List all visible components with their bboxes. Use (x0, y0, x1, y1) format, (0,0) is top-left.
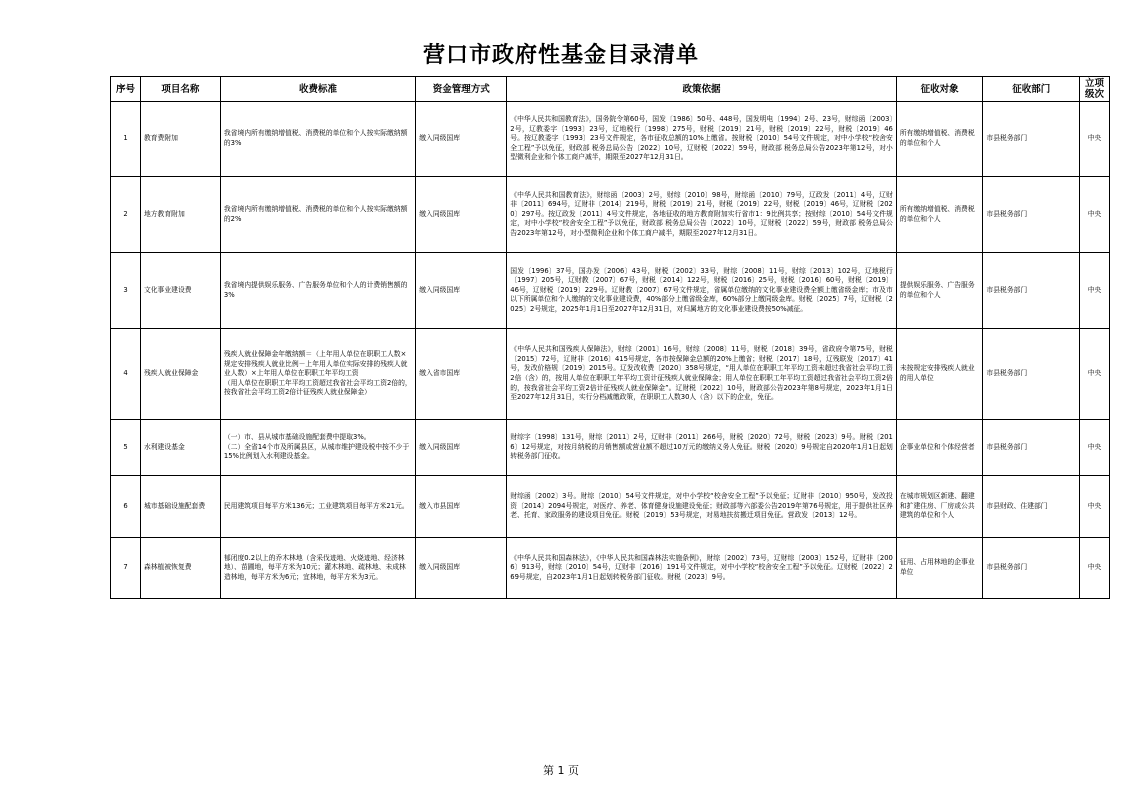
row-standard-cell: 我省境内所有缴纳增值税、消费税的单位和个人按实际缴纳额的3% (220, 102, 415, 177)
table-row (111, 420, 1110, 476)
row-level-cell: 中央 (1080, 253, 1110, 329)
row-seq-cell: 5 (111, 420, 141, 476)
header-seq: 序号 (111, 77, 141, 102)
row-level-cell: 中央 (1080, 177, 1110, 253)
fund-catalog-table (110, 76, 1110, 599)
row-target-cell: 未按规定安排残疾人就业的用人单位 (896, 329, 983, 420)
row-dept-cell: 市县税务部门 (983, 177, 1080, 253)
row-basis-cell: 国发〔1996〕37号，国办发〔2006〕43号，财税〔2002〕33号，财综〔2008〕11号，财综〔2013〕102号，辽地税行〔1997〕205号，辽财教〔2007〕67号，财税〔2014〕122号，财税〔2016〕25号，财税〔2016〕60号，财税〔2019〕46号，辽财税〔2019〕229号。辽财教〔2007〕67号文件规定，省属单位缴纳的文化事业建设费全额上缴省级金库；市及市以下所属单位和个人缴纳的文化事业建设费，40%部分上缴省级金库，60%部分上缴同级金库。财税〔2025〕7号，辽财税〔2025〕2号规定，2025年1月1日至2027年12月31日，对归属地方的文化事业建设费按50%减征。 (507, 253, 897, 329)
row-target-cell: 企事业单位和个体经营者 (896, 420, 983, 476)
row-management-cell: 缴入同级国库 (416, 420, 507, 476)
row-name-cell: 教育费附加 (140, 102, 220, 177)
row-level-cell: 中央 (1080, 420, 1110, 476)
row-management-cell: 缴入市县国库 (416, 476, 507, 538)
row-management-cell: 缴入同级国库 (416, 177, 507, 253)
page-number: 第 1 页 (543, 764, 579, 777)
row-dept-cell: 市县财政、住建部门 (983, 476, 1080, 538)
row-seq-cell: 6 (111, 476, 141, 538)
row-basis-cell: 《中华人民共和国教育法》，财综函〔2003〕2号，财综〔2010〕98号，财综函〔2010〕79号，辽政发〔2011〕4号，辽财非〔2011〕694号，辽财非〔2014〕219号，财税〔2019〕21号，财税〔2019〕22号，财税〔2019〕46号，辽财税〔2020〕297号。按辽政发〔2011〕4号文件规定，各地征收的地方教育附加实行省市1：9比例共享；按财综〔2010〕54号文件规定，对中小学校“校舍安全工程”予以免征，财政部 税务总局公告〔2022〕10号，辽财税〔2022〕59号，财政部 税务总局公告2023年第12号，对小型微利企业和个体工商户减半，期限至2027年12月31日。 (507, 177, 897, 253)
header-dept: 征收部门 (983, 77, 1080, 102)
row-level-cell: 中央 (1080, 102, 1110, 177)
row-dept-cell: 市县税务部门 (983, 253, 1080, 329)
row-standard-cell: 民用建筑项目每平方米136元；工业建筑项目每平方米21元。 (220, 476, 415, 538)
row-target-cell: 所有缴纳增值税、消费税的单位和个人 (896, 102, 983, 177)
row-name-cell: 城市基础设施配套费 (140, 476, 220, 538)
row-name-cell: 水利建设基金 (140, 420, 220, 476)
row-target-cell: 征用、占用林地的企事业单位 (896, 538, 983, 599)
row-dept-cell: 市县税务部门 (983, 538, 1080, 599)
table-header-row (111, 77, 1110, 102)
row-standard-cell: 郁闭度0.2以上的乔木林地（含采伐迹地、火烧迹地、经济林地）、苗圃地，每平方米为10元；灌木林地、疏林地、未成林造林地，每平方米为6元；宜林地，每平方米为3元。 (220, 538, 415, 599)
table-row (111, 253, 1110, 329)
row-standard-cell: 我省境内提供娱乐服务、广告服务单位和个人的计费销售额的3% (220, 253, 415, 329)
row-standard-cell: （一）市、县从城市基础设施配套费中提取3%。 （二）全省14个市及所属县区，从城市维护建设税中按不少于15%比例划入水利建设基金。 (220, 420, 415, 476)
header-standard: 收费标准 (220, 77, 415, 102)
row-level-cell: 中央 (1080, 329, 1110, 420)
row-seq-cell: 1 (111, 102, 141, 177)
row-level-cell: 中央 (1080, 538, 1110, 599)
row-management-cell: 缴入同级国库 (416, 253, 507, 329)
table-row (111, 476, 1110, 538)
row-management-cell: 缴入同级国库 (416, 538, 507, 599)
row-basis-cell: 财综函〔2002〕3号。财综〔2010〕54号文件规定，对中小学校“校舍安全工程”予以免征；辽财非〔2010〕950号，发改投资〔2014〕2094号规定，对医疗、养老、体育健身设施建设免征；财政部等六部委公告2019年第76号规定，用于提供社区养老、托育、家政服务的建设项目免征。财税〔2019〕53号规定，对易地扶贫搬迁项目免征。营政发〔2013〕12号。 (507, 476, 897, 538)
row-basis-cell: 《中华人民共和国残疾人保障法》，财综〔2001〕16号，财综〔2008〕11号，财税〔2018〕39号，省政府令第75号，财税〔2015〕72号，辽财非〔2016〕415号规定，各市按保障金总额的20%上缴省；财税〔2017〕18号，辽残联发〔2017〕41号，发改价格规〔2019〕2015号。辽发改收费〔2020〕358号规定，“用人单位在职职工年平均工资未超过我省社会平均工资2倍（含）的，按用人单位在职职工年平均工资计征残疾人就业保障金；用人单位在职职工年平均工资超过我省社会平均工资2倍的，按我省社会平均工资2倍计征残疾人就业保障金”。辽财税〔2022〕10号，财政部公告2023年第8号规定，2023年1月1日至2027年12月31日，实行分档减缴政策，在职职工人数30人（含）以下的企业，免征。 (507, 329, 897, 420)
row-target-cell: 所有缴纳增值税、消费税的单位和个人 (896, 177, 983, 253)
row-basis-cell: 《中华人民共和国森林法》，《中华人民共和国森林法实施条例》，财综〔2002〕73号，辽财综〔2003〕152号，辽财非〔2006〕913号，财综〔2010〕54号，辽财非〔2016〕191号文件规定，对中小学校“校舍安全工程”予以免征。辽财税〔2022〕269号规定，自2023年1月1日起划转税务部门征收。财税〔2023〕9号。 (507, 538, 897, 599)
table-row (111, 538, 1110, 599)
row-basis-cell: 《中华人民共和国教育法》，国务院令第60号，国发〔1986〕50号、448号，国发明电〔1994〕2号、23号，财综函〔2003〕2号，辽教委字〔1993〕23号，辽地税行〔1998〕275号，财税〔2019〕21号，财税〔2019〕22号，财税〔2019〕46号。按辽教委字〔1993〕23号文件规定，各市征收总额的10%上缴省。按财税〔2010〕54号文件规定，对中小学校“校舍安全工程”予以免征，财政部 税务总局公告〔2022〕10号，辽财税〔2022〕59号，财政部 税务总局公告2023年第12号，对小型微利企业和个体工商户减半，期限至2027年12月31日。 (507, 102, 897, 177)
row-target-cell: 提供娱乐服务、广告服务的单位和个人 (896, 253, 983, 329)
row-standard-cell: 残疾人就业保障金年缴纳额＝（上年用人单位在职职工人数×规定安排残疾人就业比例－上年用人单位实际安排的残疾人就业人数）×上年用人单位在职职工年平均工资 （用人单位在职职工年平均工资超过我省社会平均工资2倍的，按我省社会平均工资2倍计征残疾人就业保障金） (220, 329, 415, 420)
table-row (111, 102, 1110, 177)
row-standard-cell: 我省境内所有缴纳增值税、消费税的单位和个人按实际缴纳额的2% (220, 177, 415, 253)
header-target: 征收对象 (896, 77, 983, 102)
row-name-cell: 残疾人就业保障金 (140, 329, 220, 420)
header-management: 资金管理方式 (416, 77, 507, 102)
row-basis-cell: 财综字〔1998〕131号，财综〔2011〕2号，辽财非〔2011〕266号，财税〔2020〕72号，财税〔2023〕9号。财税〔2016〕12号规定，对按月纳税的月销售额或营业额不超过10万元的缴纳义务人免征。财税〔2020〕9号规定自2020年1月1日起划转税务部门征收。 (507, 420, 897, 476)
header-level: 立项级次 (1080, 77, 1110, 102)
header-basis: 政策依据 (507, 77, 897, 102)
row-seq-cell: 7 (111, 538, 141, 599)
row-dept-cell: 市县税务部门 (983, 102, 1080, 177)
page-title: 营口市政府性基金目录清单 (422, 43, 699, 68)
row-name-cell: 文化事业建设费 (140, 253, 220, 329)
row-management-cell: 缴入省市国库 (416, 329, 507, 420)
row-target-cell: 在城市规划区新建、翻建和扩建住房、厂房或公共建筑的单位和个人 (896, 476, 983, 538)
row-dept-cell: 市县税务部门 (983, 420, 1080, 476)
row-management-cell: 缴入同级国库 (416, 102, 507, 177)
table-body (111, 102, 1110, 599)
row-seq-cell: 2 (111, 177, 141, 253)
row-name-cell: 地方教育附加 (140, 177, 220, 253)
header-name: 项目名称 (140, 77, 220, 102)
table-row (111, 177, 1110, 253)
row-level-cell: 中央 (1080, 476, 1110, 538)
table-row (111, 329, 1110, 420)
row-dept-cell: 市县税务部门 (983, 329, 1080, 420)
row-seq-cell: 3 (111, 253, 141, 329)
row-seq-cell: 4 (111, 329, 141, 420)
row-name-cell: 森林植被恢复费 (140, 538, 220, 599)
